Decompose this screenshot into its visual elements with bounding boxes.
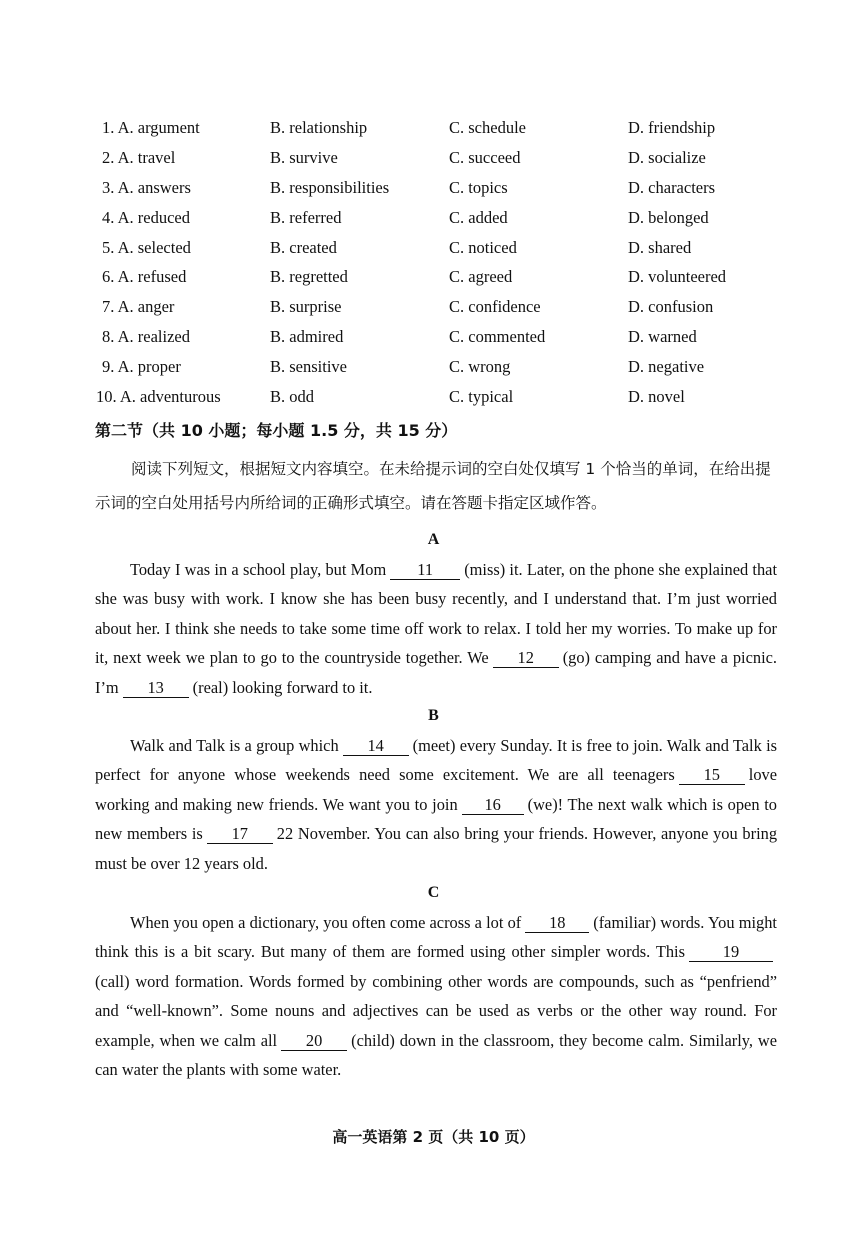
option-d: D. socialize [628,147,706,167]
option-c: C. typical [449,387,514,407]
option-d: D. shared [628,237,692,257]
option-c: C. noticed [449,237,517,257]
passage-c-letter: C [427,884,440,901]
passage-text: (meet) every Sunday. It is free to join. Walk and Talk is perfect for anyone whose weekends need some excitement. We are all teenagers [95,736,777,785]
option-row [0,357,867,387]
option-a: 1. A. argument [102,118,200,137]
option-row [0,387,867,417]
option-a: 9. A. proper [102,357,181,377]
option-c: C. confidence [449,297,541,317]
option-a: 6. A. refused [102,267,187,287]
answer-blank: 14 [343,736,409,756]
instructions [95,452,777,520]
passage-text: (familiar) words. You might think this is a bit scary. But many of them are formed using other simpler words. This [95,913,777,962]
answer-blank: 18 [525,913,589,933]
option-row [0,148,867,178]
option-b: B. odd [270,387,315,407]
option-c: C. schedule [449,118,526,137]
option-a: 3. A. answers [102,177,191,197]
option-d: D. confusion [628,297,714,317]
option-b: B. regretted [270,267,348,287]
passage-text: (go) camping and have a picnic. I’m [95,648,777,697]
option-c: C. wrong [449,357,511,377]
option-d: D. volunteered [628,267,727,287]
passage-text: (we)! The next walk which is open to new members is [95,794,777,844]
option-row [0,208,867,238]
passage-text: When you open a dictionary, you often come across a lot of [130,913,522,932]
passage-b-letter: B [428,707,439,724]
option-a: 2. A. travel [102,147,176,167]
option-d: D. friendship [628,118,716,137]
option-b: B. survive [270,147,338,167]
passage-a-letter: A [427,531,440,548]
option-c: C. topics [449,177,508,197]
passage-text: (child) down in the classroom, they become calm. Similarly, we can water the plants with some water. [95,1030,778,1080]
answer-blank: 16 [462,795,524,815]
passage-text: (real) looking forward to it. [192,677,373,697]
option-row [0,238,867,268]
option-row [0,118,867,148]
option-a: 4. A. reduced [102,207,190,227]
passage-text: (miss) it. Later, on the phone she explained that she was busy with work. I know she has been busy recently, and I understand that. I’m just worried about her. I think she needs to take some time off work to relax. I told her my worries. To make up for it, next week we plan to go to the countryside together. We [95,560,777,668]
option-d: D. negative [628,357,705,377]
instructions-text: 阅读下列短文，根据短文内容填空。在未给提示词的空白处仅填写 1 个恰当的单词，在给出提示词的空白处用括号内所给词的正确形式填空。请在答题卡指定区域作答。 [95,460,771,512]
passage-c [95,908,777,1084]
option-row [0,297,867,327]
answer-blank: 12 [493,648,559,668]
option-a: 5. A. selected [102,237,191,257]
option-b: B. sensitive [270,357,347,377]
option-d: D. novel [628,387,685,407]
passage-b [95,731,777,878]
option-b: B. admired [270,327,344,347]
option-row [0,178,867,208]
option-list [0,118,867,417]
option-c: C. added [449,207,508,227]
passage-text: (call) word formation. Words formed by combining other words are compounds, such as “penfriend” and “well-known”. Some nouns and adjectives can be used as verbs or the other way round. For example, when we calm all [95,971,777,1050]
answer-blank: 19 [689,942,773,962]
passage-text: 22 November. You can also bring your friends. However, anyone you bring must be over 12 years old. [95,824,778,873]
passage-a [95,555,777,702]
page-footer: 高一英语第 2 页（共 10 页） [332,1128,535,1146]
passage-text: love working and making new friends. We want you to join [95,765,777,814]
passage-text: Walk and Talk is a group which [130,736,339,755]
option-a: 10. A. adventurous [96,387,221,407]
option-b: B. referred [270,207,342,227]
option-b: B. created [270,237,337,257]
option-d: D. characters [628,177,716,197]
section-heading: 第二节（共 10 小题；每小题 1.5 分，共 15 分） [95,421,458,440]
option-d: D. belonged [628,207,709,227]
answer-blank: 20 [281,1031,347,1051]
option-c: C. agreed [449,267,513,287]
option-a: 8. A. realized [102,327,190,347]
answer-blank: 17 [207,824,273,844]
option-b: B. responsibilities [270,177,390,197]
option-b: B. relationship [270,118,368,137]
answer-blank: 13 [123,678,189,698]
option-d: D. warned [628,327,697,347]
option-row [0,267,867,297]
answer-blank: 15 [679,765,745,785]
option-c: C. commented [449,327,546,347]
option-row [0,327,867,357]
passage-text: Today I was in a school play, but Mom [130,560,387,579]
option-c: C. succeed [449,147,521,167]
option-b: B. surprise [270,297,342,317]
option-a: 7. A. anger [102,297,175,317]
answer-blank: 11 [390,560,460,580]
